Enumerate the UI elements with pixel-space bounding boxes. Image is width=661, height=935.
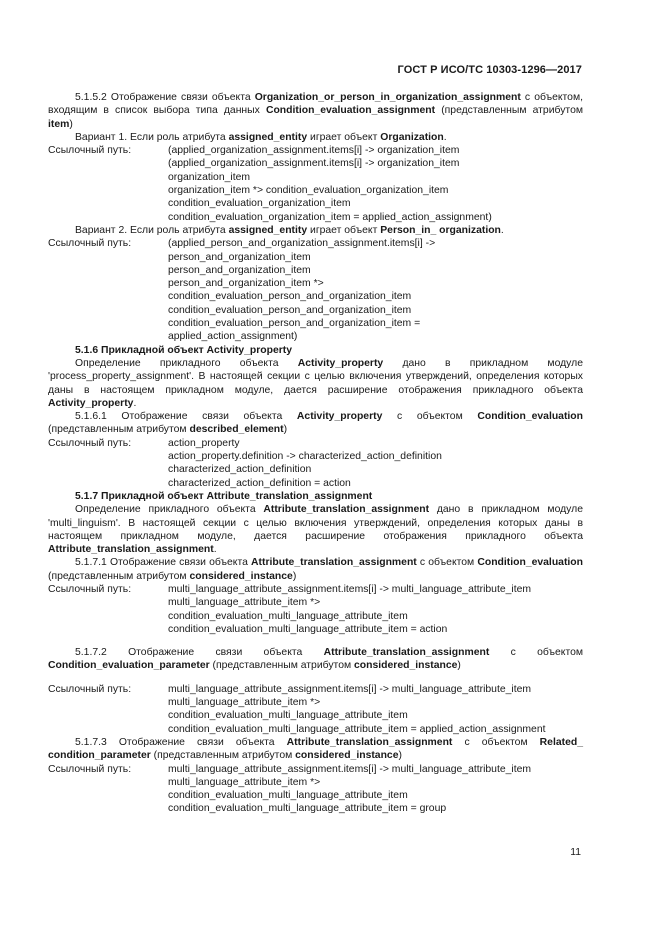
path-line: multi_language_attribute_assignment.items[i] -> multi_language_attribute_item	[168, 583, 532, 595]
path-line: multi_language_attribute_item *>	[168, 776, 321, 788]
page-content	[48, 91, 583, 816]
variant-1: Вариант 1. Если роль атрибута assigned_entity играет объект Organization.	[75, 131, 447, 143]
section-5-1-7-title: 5.1.7 Прикладной объект Attribute_translation_assignment	[75, 490, 373, 502]
section-5-1-6-1: 5.1.6.1 Отображение связи объекта Activity_property с объектом Condition_evaluation (представленным атрибутом described_element)	[48, 411, 584, 436]
path-line: condition_evaluation_organization_item = applied_action_assignment)	[168, 211, 492, 223]
section-5-1-7-2: 5.1.7.2 Отображение связи объекта Attribute_translation_assignment с объектом Condition_evaluation_parameter (представленным атрибутом considered_instance)	[48, 647, 584, 672]
path-line: condition_evaluation_multi_language_attribute_item	[168, 710, 408, 722]
path-line: characterized_action_definition = action	[168, 477, 351, 489]
path-line: condition_evaluation_person_and_organization_item	[168, 304, 412, 316]
path-line: multi_language_attribute_item *>	[168, 597, 321, 609]
path-line: condition_evaluation_person_and_organization_item	[168, 291, 412, 303]
reference-path-4	[48, 583, 583, 636]
path-line: (applied_person_and_organization_assignment.items[i] ->	[168, 238, 436, 250]
section-5-1-6-text: Определение прикладного объекта Activity_property дано в прикладном модуле 'process_property_assignment'. В настоящей секции с целью включения утверждений, определения которых даны в настоящем прикладном модуле, дается расширение отображения прикладного объекта Activity_property.	[48, 357, 583, 409]
path-line: (applied_organization_assignment.items[i] -> organization_item	[168, 158, 460, 170]
path-line: multi_language_attribute_assignment.items[i] -> multi_language_attribute_item	[168, 683, 532, 695]
reference-path-5	[48, 683, 583, 736]
reference-label: Ссылочный путь:	[48, 145, 132, 157]
path-line: person_and_organization_item	[168, 251, 311, 263]
reference-path-2	[48, 237, 583, 343]
section-5-1-6-title: 5.1.6 Прикладной объект Activity_property	[75, 344, 293, 356]
section-5-1-7-3: 5.1.7.3 Отображение связи объекта Attribute_translation_assignment с объектом Related_ condition_parameter (представленным атрибутом considered_instance)	[48, 736, 583, 762]
path-line: characterized_action_definition	[168, 464, 312, 476]
path-line: action_property.definition -> characterized_action_definition	[168, 451, 442, 463]
path-line: action_property	[168, 437, 240, 449]
path-line: multi_language_attribute_assignment.items[i] -> multi_language_attribute_item	[168, 763, 532, 775]
path-line: condition_evaluation_multi_language_attribute_item = group	[168, 803, 447, 815]
reference-path-3	[48, 437, 583, 490]
reference-path-6	[48, 763, 583, 816]
document-header: ГОСТ Р ИСО/ТС 10303-1296—2017	[397, 64, 582, 76]
path-line: organization_item *> condition_evaluation_organization_item	[168, 185, 449, 197]
reference-label: Ссылочный путь:	[48, 683, 132, 695]
page-number: 11	[570, 847, 581, 858]
path-line: condition_evaluation_multi_language_attribute_item = applied_action_assignment	[168, 723, 546, 735]
reference-label: Ссылочный путь:	[48, 763, 132, 775]
path-line: (applied_organization_assignment.items[i] -> organization_item	[168, 145, 460, 157]
path-line: person_and_organization_item	[168, 264, 311, 276]
path-line: multi_language_attribute_item *>	[168, 697, 321, 709]
variant-2: Вариант 2. Если роль атрибута assigned_entity играет объект Person_in_ organization.	[75, 224, 504, 236]
section-5-1-7-1: 5.1.7.1 Отображение связи объекта Attribute_translation_assignment с объектом Condition_evaluation (представленным атрибутом considered_instance)	[48, 557, 583, 582]
path-line: organization_item	[168, 171, 251, 183]
path-line: condition_evaluation_organization_item	[168, 198, 351, 210]
path-line: condition_evaluation_person_and_organization_item =	[168, 318, 421, 330]
reference-label: Ссылочный путь:	[48, 238, 132, 250]
reference-label: Ссылочный путь:	[48, 437, 132, 449]
section-5-1-5-2: 5.1.5.2 Отображение связи объекта Organization_or_person_in_organization_assignment с объектом, входящим в список выбора типа данных Condition_evaluation_assignment (представленным атрибутом item)	[48, 92, 583, 130]
path-line: condition_evaluation_multi_language_attribute_item	[168, 790, 408, 802]
reference-path-1	[48, 144, 583, 224]
path-line: person_and_organization_item *>	[168, 278, 324, 290]
reference-label: Ссылочный путь:	[48, 583, 132, 595]
path-line: applied_action_assignment)	[168, 331, 298, 343]
path-line: condition_evaluation_multi_language_attribute_item	[168, 610, 408, 622]
path-line: condition_evaluation_multi_language_attribute_item = action	[168, 623, 448, 635]
section-5-1-7-text: Определение прикладного объекта Attribute_translation_assignment дано в прикладном модуле 'multi_linguism'. В настоящей секции с целью включения утверждений, определения которых даны в настоящем прикладном модуле, дается расширение отображения прикладного объекта Attribute_translation_assignment.	[48, 504, 583, 556]
